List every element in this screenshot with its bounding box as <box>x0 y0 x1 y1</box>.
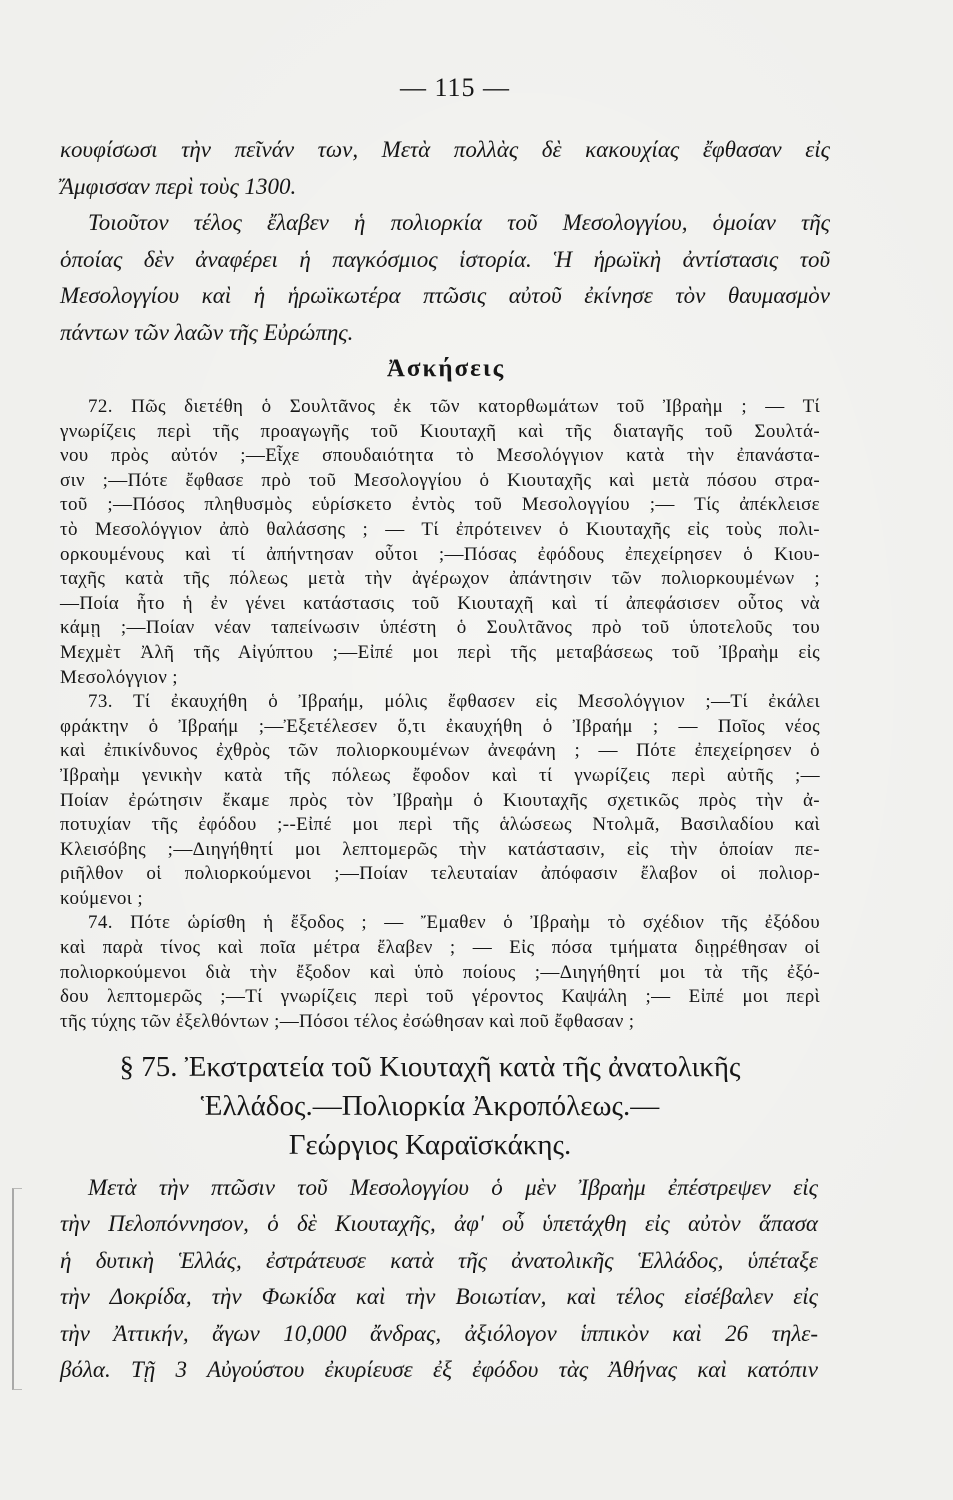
exercise-line: ταχῆς κατὰ τῆς πόλεως μετὰ τὴν ἀγέρωχον ἀπάντησιν τῶν πολιορκουμένων ; <box>60 568 820 590</box>
exercise-line <box>60 911 820 936</box>
section-heading-line: § 75. Ἐκστρατεία τοῦ Κιουταχῆ κατὰ τῆς ἀνατολικῆς <box>119 1051 741 1083</box>
body-line: βόλα. Τῇ 3 Αὐγούστου ἐκυρίευσε ἐξ ἐφόδου τὰς Ἀθήνας καὶ κατόπιν <box>60 1357 818 1383</box>
exercise-line <box>60 395 820 420</box>
exercise-line: καὶ ἐπικίνδυνος ἐχθρὸς τῶν πολιορκουμένων ἀνεφάνη ; — Πότε ἐπεχείρησεν ὁ <box>60 740 820 762</box>
exercise-line-text: Πῶς διετέθη ὁ Σουλτᾶνος ἐκ τῶν κατορθωμάτων τοῦ Ἰβραὴμ ; — Τί <box>131 396 820 417</box>
body-line: τὴν Δοκρίδα, τὴν Φωκίδα καὶ τὴν Βοιωτίαν, καὶ τέλος εἰσέβαλεν εἰς <box>60 1284 818 1310</box>
intro-paragraphs <box>60 132 830 352</box>
exercise-number: 72. <box>88 396 113 417</box>
section-heading-line: Γεώργιος Καραϊσκάκης. <box>288 1129 572 1161</box>
body-line: τὴν Ἀττικήν, ἄγων 10,000 ἄνδρας, ἀξιόλογον ἱππικὸν καὶ 26 τηλε- <box>60 1320 818 1346</box>
intro-line: Μεσολογγίου καὶ ἡ ἡρωϊκωτέρα πτῶσις αὐτοῦ ἐκίνησε τὸν θαυμασμὸν <box>60 283 830 309</box>
exercise-line-text: Πότε ὡρίσθη ἡ ἔξοδος ; — Ἔμαθεν ὁ Ἰβραὴμ τὸ σχέδιον τῆς ἐξόδου <box>130 912 820 934</box>
exercise-line: φράκτην ὁ Ἰβραήμ ;—Ἐξετέλεσεν ὅ,τι ἐκαυχήθη ὁ Ἰβραήμ ; — Ποῖος νέος <box>60 715 820 737</box>
section-body <box>60 1170 818 1388</box>
exercise-line: Μεχμὲτ Ἀλῆ τῆς Αἰγύπτου ;—Εἰπέ μοι περὶ τῆς μεταβάσεως τοῦ Ἰβραὴμ εἰς <box>60 641 820 663</box>
page-edge-shadow <box>12 1188 22 1390</box>
exercise-line: καὶ παρὰ τίνος καὶ ποῖα μέτρα ἔλαβεν ; — Εἰς πόσα τμήματα διῃρέθησαν οἱ <box>60 937 820 959</box>
body-line: Μετὰ τὴν πτῶσιν τοῦ Μεσολογγίου ὁ μὲν Ἰβραὴμ ἐπέστρεψεν εἰς <box>88 1175 818 1200</box>
intro-line: ὁποίας δὲν ἀναφέρει ἡ παγκόσμιος ἱστορία. Ἡ ἡρωϊκὴ ἀντίστασις τοῦ <box>60 246 830 272</box>
exercise-line: κούμενοι ; <box>60 887 143 909</box>
exercise-line: σιν ;—Πότε ἔφθασε πρὸ τοῦ Μεσολογγίου ὁ Κιουταχῆς καὶ μετὰ πόσου στρα- <box>60 469 820 491</box>
exercise-line: τῆς τύχης τῶν ἐξελθόντων ;—Πόσοι τέλος ἐσώθησαν καὶ ποῦ ἔφθασαν ; <box>60 1010 635 1032</box>
exercise-number: 73. <box>88 691 113 713</box>
section-heading <box>20 1048 840 1165</box>
exercise-line: Μεσολόγγιον ; <box>60 666 178 688</box>
intro-line: κουφίσωσι τὴν πεῖνάν των, Μετὰ πολλὰς δὲ κακουχίας ἔφθασαν εἰς <box>60 137 830 162</box>
exercise-line: —Ποία ἦτο ἡ ἐν γένει κατάστασις τοῦ Κιουταχῆ καὶ τί ἀπεφάσισεν οὗτος νὰ <box>60 592 820 614</box>
exercise-line <box>60 690 820 715</box>
exercise-line: τὸ Μεσολόγγιον ἀπὸ θαλάσσης ; — Τί ἐπρότεινεν ὁ Κιουταχῆς εἰς τοὺς πολι- <box>60 518 820 540</box>
exercise-line: γνωρίζεις περὶ τῆς προαγωγῆς τοῦ Κιουταχῆ καὶ τῆς διαταγῆς τοῦ Σουλτά- <box>60 420 820 442</box>
exercise-line: τοῦ ;—Πόσος πληθυσμὸς εὑρίσκετο ἐντὸς τοῦ Μεσολογγίου ;— Τίς ἀπέκλεισε <box>60 494 820 516</box>
exercises-list <box>60 395 820 1034</box>
intro-line: Ἄμφισσαν περὶ τοὺς 1300. <box>60 173 297 199</box>
exercise-line: Ἰβραὴμ γενικὴν κατὰ τῆς πόλεως ἔφοδον καὶ τί γνωρίζεις περὶ αὐτῆς ;— <box>60 764 820 786</box>
section-heading-line: Ἑλλάδος.—Πολιορκία Ἀκροπόλεως.— <box>200 1090 660 1122</box>
exercises-heading: Ἀσκήσεις <box>386 355 506 382</box>
exercise-line: δου λεπτομερῶς ;—Τί γνωρίζεις περὶ τοῦ γέροντος Καψάλη ;— Εἰπέ μοι περὶ <box>60 986 820 1008</box>
exercise-number: 74. <box>88 912 113 934</box>
exercise-line: ποτυχίαν τῆς ἐφόδου ;--Εἰπέ μοι περὶ τῆς ἁλώσεως Ντολμᾶ, Βασιλαδίου καὶ <box>60 814 820 836</box>
exercise-line: νου πρὸς αὐτόν ;—Εἶχε σπουδαιότητα τὸ Μεσολόγγιον κατὰ τὴν ἐπανάστα- <box>60 445 820 467</box>
page-number: — 115 — <box>399 73 511 102</box>
exercise-line: κάμῃ ;—Ποίαν νέαν ταπείνωσιν ὑπέστη ὁ Σουλτᾶνος πρὸ τοῦ ὑποτελοῦς του <box>60 617 820 639</box>
exercise-line: ορκουμένους καὶ τί ἀπήντησαν οὗτοι ;—Πόσας ἐφόδους ἐπεχείρησεν ὁ Κιου- <box>60 543 820 565</box>
exercise-line: Κλεισόβης ;—Διηγήθητί μοι λεπτομερῶς τὴν κατάστασιν, εἰς τὴν ὁποίαν πε- <box>60 838 820 860</box>
body-line: τὴν Πελοπόννησον, ὁ δὲ Κιουταχῆς, ἀφ' οὗ ὑπετάχθη εἰς αὐτὸν ἅπασα <box>60 1211 818 1237</box>
body-line: ἡ δυτικὴ Ἑλλάς, ἐστράτευσε κατὰ τῆς ἀνατολικῆς Ἑλλάδος, ὑπέταξε <box>60 1247 818 1273</box>
exercise-line: Ποίαν ἐρώτησιν ἔκαμε πρὸς τὸν Ἰβραὴμ ὁ Κιουταχῆς σχετικῶς πρὸς τὴν ἀ- <box>60 789 820 811</box>
exercise-line: ριῆλθον οἱ πολιορκούμενοι ;—Ποίαν τελευταίαν ἀπόφασιν ἔλαβον οἱ πολιορ- <box>60 863 820 885</box>
exercise-line: πολιορκούμενοι διὰ τὴν ἔξοδον καὶ ὑπὸ ποίους ;—Διηγήθητί μοι τὰ τῆς ἐξό- <box>60 961 820 983</box>
exercise-line-text: Τί ἐκαυχήθη ὁ Ἰβραήμ, μόλις ἔφθασεν εἰς Μεσολόγγιον ;—Τί ἐκάλει <box>132 691 820 713</box>
intro-line: Τοιοῦτον τέλος ἔλαβεν ἡ πολιορκία τοῦ Μεσολογγίου, ὁμοίαν τῆς <box>88 210 830 236</box>
intro-line: πάντων τῶν λαῶν τῆς Εὐρώπης. <box>60 319 354 345</box>
